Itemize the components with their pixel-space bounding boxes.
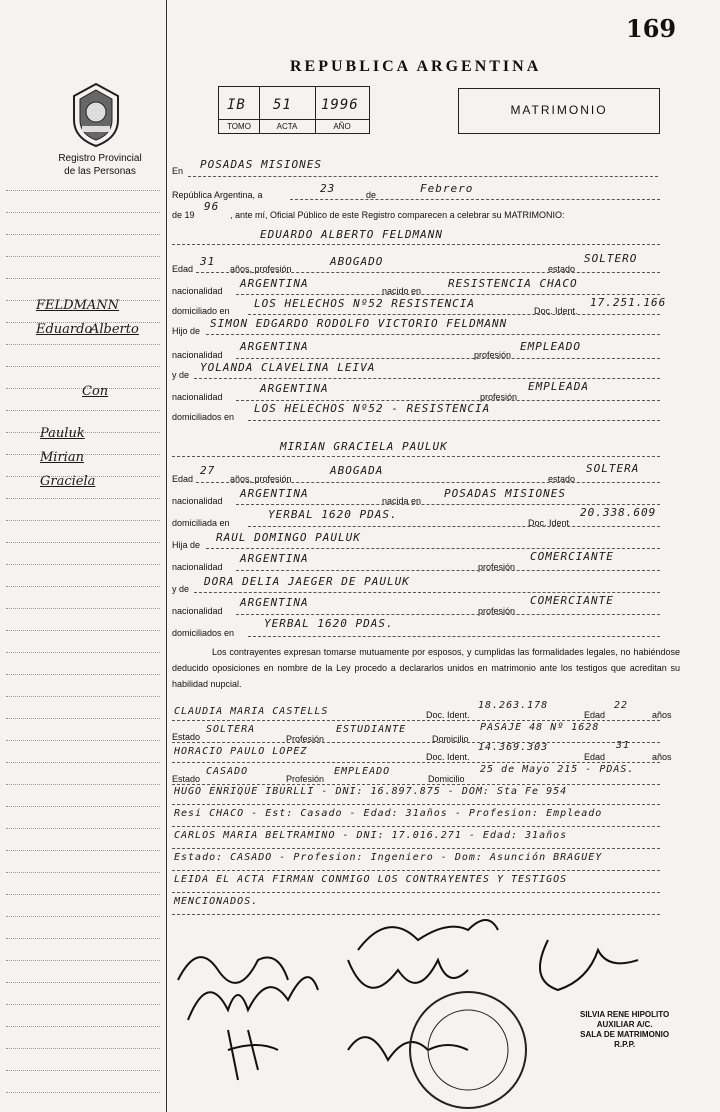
- groom-name: EDUARDO ALBERTO FELDMANN: [260, 228, 443, 241]
- rule: [248, 314, 660, 315]
- bride-mother-nat: ARGENTINA: [240, 596, 309, 609]
- domicilio-label: Domicilio: [432, 734, 469, 744]
- act-type-box: [458, 88, 660, 134]
- page-number: 169: [626, 14, 677, 43]
- margin-rule: [6, 894, 160, 895]
- rule: [248, 420, 660, 421]
- rule: [206, 334, 660, 335]
- hija-de-label: Hija de: [172, 540, 201, 550]
- nacionalidad-label: nacionalidad: [172, 286, 223, 296]
- closing-line: LEIDA EL ACTA FIRMAN CONMIGO LOS CONTRAYENTES Y TESTIGOS: [174, 874, 568, 885]
- signatures-area: [168, 900, 708, 1110]
- witness-2-estado: CASADO: [206, 766, 249, 777]
- margin-rule: [6, 344, 160, 345]
- edad-label: Edad: [172, 264, 194, 274]
- margin-rule: [6, 872, 160, 873]
- margin-rule: [6, 1092, 160, 1093]
- margin-groom-first: Eduardo: [36, 322, 93, 337]
- tomo-value: IB: [227, 97, 246, 113]
- rule: [172, 456, 660, 457]
- month-value: Febrero: [420, 182, 474, 195]
- signature-3: [228, 1030, 278, 1080]
- witness-4-details: Estado: CASADO - Profesion: Ingeniero - Dom: Asunción BRAGUEY: [174, 852, 603, 863]
- witness-1-name: CLAUDIA MARIA CASTELLS: [174, 706, 329, 717]
- rule: [172, 892, 660, 893]
- official-office: SALA DE MATRIMONIO: [580, 1030, 670, 1039]
- margin-rule: [6, 850, 160, 851]
- margin-rule: [6, 828, 160, 829]
- act-reference-box: [218, 86, 370, 134]
- margin-rule: [6, 366, 160, 367]
- rule: [196, 482, 660, 483]
- rule: [236, 294, 660, 295]
- rule: [248, 526, 660, 527]
- witness-2-name: HORACIO PAULO LOPEZ: [174, 746, 308, 757]
- doc-label: Doc. Ident.: [426, 710, 470, 720]
- year-prefix: de 19: [172, 210, 195, 220]
- en-label: En: [172, 166, 184, 176]
- rule: [172, 720, 660, 721]
- y-de-label: y de: [172, 584, 190, 594]
- domiciliado-label: domiciliado en: [172, 306, 230, 316]
- witness-1-prof: ESTUDIANTE: [336, 724, 407, 735]
- official-unit: R.P.P.: [614, 1040, 636, 1049]
- witness-1-age: 22: [614, 700, 629, 711]
- official-stamp: [580, 1010, 669, 1050]
- margin-rule: [6, 212, 160, 213]
- rule: [236, 504, 660, 505]
- margin-rule: [6, 1048, 160, 1049]
- margin-rule: [6, 1004, 160, 1005]
- profesion-label: Profesión: [286, 774, 325, 784]
- witness-3-details: Resi CHACO - Est: Casado - Edad: 31años - Profesion: Empleado: [174, 808, 603, 819]
- legal-paragraph: Los contrayentes expresan tomarse mutuamente por esposos, y cumplidas las formalidades legales, no habiéndose deducido oposiciones en nombre de la Ley procedo a declararlos unidos en matrimonio ante los testigos que acreditan su habilidad nupcial.: [172, 647, 680, 689]
- margin-rule: [6, 278, 160, 279]
- signature-1: [178, 957, 288, 983]
- rule: [172, 784, 660, 785]
- rule: [290, 199, 660, 200]
- margin-rule: [6, 542, 160, 543]
- margin-rule: [6, 696, 160, 697]
- margin-rule: [6, 740, 160, 741]
- act-type: MATRIMONIO: [510, 103, 608, 117]
- bride-name: MIRIAN GRACIELA PAULUK: [280, 440, 448, 453]
- bride-nationality: ARGENTINA: [240, 487, 309, 500]
- margin-bride-middle: Graciela: [40, 474, 96, 489]
- nacida-en-label: nacida en: [382, 496, 422, 506]
- page-title: REPUBLICA ARGENTINA: [290, 58, 542, 75]
- rule: [172, 848, 660, 849]
- tomo-label: TOMO: [227, 122, 251, 131]
- nacionalidad-label: nacionalidad: [172, 350, 223, 360]
- ano-value: 1996: [321, 97, 359, 113]
- registry-line-1: Registro Provincial: [58, 153, 142, 164]
- estado-label: Estado: [172, 774, 201, 784]
- margin-bride-surname: Pauluk: [40, 426, 85, 441]
- bride-father-prof: COMERCIANTE: [530, 550, 614, 563]
- profesion-label: profesión: [478, 606, 516, 616]
- groom-address: LOS HELECHOS Nº52 RESISTENCIA: [254, 297, 476, 310]
- rule: [194, 378, 660, 379]
- margin-rule: [6, 960, 160, 961]
- bride-mother: DORA DELIA JAEGER DE PAULUK: [204, 575, 410, 588]
- witness-2-dom: 25 de Mayo 215 - PDAS.: [480, 764, 635, 775]
- profesion-label: Profesión: [286, 734, 325, 744]
- groom-doc: 17.251.166: [590, 296, 667, 309]
- rule: [206, 548, 660, 549]
- anos-label: años: [652, 752, 672, 762]
- groom-estado: SOLTERO: [584, 252, 638, 265]
- groom-nationality: ARGENTINA: [240, 277, 309, 290]
- margin-rule: [6, 1070, 160, 1071]
- domicilio-label: Domicilio: [428, 774, 465, 784]
- nacionalidad-label: nacionalidad: [172, 606, 223, 616]
- bride-age: 27: [200, 464, 216, 477]
- bride-parents-address: YERBAL 1620 PDAS.: [264, 617, 394, 630]
- republica-label: República Argentina, a: [172, 190, 263, 200]
- margin-rule: [6, 520, 160, 521]
- intro-text: , ante mí, Oficial Público de este Registro comparecen a celebrar su MATRIMONIO:: [230, 210, 565, 220]
- domiciliada-label: domiciliada en: [172, 518, 230, 528]
- rule: [172, 742, 660, 743]
- margin-rule: [6, 586, 160, 587]
- witness-1-doc: 18.263.178: [478, 700, 549, 711]
- groom-mother-nat: ARGENTINA: [260, 382, 329, 395]
- official-role: AUXILIAR A/C.: [596, 1020, 653, 1029]
- year-suffix: 96: [204, 200, 220, 213]
- nacido-en-label: nacido en: [382, 286, 422, 296]
- groom-profession: ABOGADO: [330, 255, 384, 268]
- doc-label: Doc. Ident.: [534, 306, 578, 316]
- rule: [172, 762, 660, 763]
- margin-rule: [6, 256, 160, 257]
- edad-label: Edad: [172, 474, 194, 484]
- signature-7: [540, 940, 638, 990]
- groom-age: 31: [200, 255, 216, 268]
- edad-label: Edad: [584, 710, 606, 720]
- margin-con: Con: [82, 384, 109, 399]
- signature-6: [348, 1037, 468, 1060]
- registry-line-2: de las Personas: [64, 166, 136, 177]
- profesion-label: profesión: [474, 350, 512, 360]
- bride-father: RAUL DOMINGO PAULUK: [216, 531, 361, 544]
- margin-rule: [6, 608, 160, 609]
- groom-mother: YOLANDA CLAVELINA LEIVA: [200, 361, 376, 374]
- margin-rule: [6, 498, 160, 499]
- witness-2-prof: EMPLEADO: [334, 766, 391, 777]
- de-label: de: [366, 190, 377, 200]
- rule: [172, 244, 660, 245]
- rule: [196, 272, 660, 273]
- margin-groom-surname: FELDMANN: [36, 298, 120, 313]
- bride-mother-prof: COMERCIANTE: [530, 594, 614, 607]
- rule: [236, 570, 660, 571]
- y-de-label: y de: [172, 370, 190, 380]
- margin-rule: [6, 652, 160, 653]
- profesion-label: profesión: [480, 392, 518, 402]
- domiciliados-label: domiciliados en: [172, 412, 235, 422]
- witness-1-dom: PASAJE 48 Nº 1628: [480, 722, 600, 733]
- margin-rule: [6, 1026, 160, 1027]
- rule: [236, 614, 660, 615]
- bride-profession: ABOGADA: [330, 464, 384, 477]
- groom-father-nat: ARGENTINA: [240, 340, 309, 353]
- rule: [194, 592, 660, 593]
- edad-label: Edad: [584, 752, 606, 762]
- groom-father-prof: EMPLEADO: [520, 340, 581, 353]
- margin-rule: [6, 982, 160, 983]
- doc-label: Doc. Ident: [528, 518, 570, 528]
- rule: [188, 176, 658, 177]
- rule: [172, 870, 660, 871]
- margin-rule: [6, 410, 160, 411]
- witness-1-estado: SOLTERA: [206, 724, 256, 735]
- margin-rule: [6, 762, 160, 763]
- anos-label: años: [652, 710, 672, 720]
- bride-address: YERBAL 1620 PDAS.: [268, 508, 398, 521]
- profesion-label: profesión: [478, 562, 516, 572]
- bride-doc: 20.338.609: [580, 506, 657, 519]
- nacionalidad-label: nacionalidad: [172, 496, 223, 506]
- groom-parents-address: LOS HELECHOS Nº52 - RESISTENCIA: [254, 402, 491, 415]
- bride-birthplace: POSADAS MISIONES: [444, 487, 566, 500]
- acta-value: 51: [273, 97, 292, 113]
- margin-rule: [6, 938, 160, 939]
- rule: [236, 400, 660, 401]
- margin-bride-first: Mirian: [40, 450, 84, 465]
- domiciliados-label: domiciliados en: [172, 628, 235, 638]
- margin-rule: [6, 630, 160, 631]
- estado-label: estado: [548, 474, 576, 484]
- groom-mother-prof: EMPLEADA: [528, 380, 589, 393]
- nacionalidad-label: nacionalidad: [172, 392, 223, 402]
- acta-label: ACTA: [276, 122, 298, 131]
- official-name: SILVIA RENE HIPOLITO: [580, 1010, 670, 1019]
- witness-2-age: 31: [616, 740, 631, 751]
- bride-father-nat: ARGENTINA: [240, 552, 309, 565]
- bride-estado: SOLTERA: [586, 462, 640, 475]
- anos-profesion-label: años, profesión: [230, 264, 292, 274]
- coat-of-arms-icon: [68, 82, 124, 148]
- signature-4: [358, 920, 498, 950]
- rule: [172, 804, 660, 805]
- margin-rule: [6, 806, 160, 807]
- signature-5: [348, 960, 468, 988]
- nacionalidad-label: nacionalidad: [172, 562, 223, 572]
- groom-birthplace: RESISTENCIA CHACO: [448, 277, 578, 290]
- witness-4-line: CARLOS MARIA BELTRAMINO - DNI: 17.016.271 - Edad: 31años: [174, 830, 568, 841]
- margin-rule: [6, 916, 160, 917]
- rule: [248, 636, 660, 637]
- anos-profesion-label: años, profesión: [230, 474, 292, 484]
- margin-rule: [6, 718, 160, 719]
- witness-2-doc: 14.369.303: [478, 742, 549, 753]
- ano-label: AÑO: [333, 122, 351, 131]
- doc-label: Doc. Ident.: [426, 752, 470, 762]
- margin-rule: [6, 674, 160, 675]
- estado-label: Estado: [172, 732, 201, 742]
- place-value: POSADAS MISIONES: [200, 158, 322, 171]
- margin-divider: [166, 0, 167, 1112]
- margin-rule: [6, 564, 160, 565]
- day-value: 23: [320, 182, 336, 195]
- signature-2: [188, 977, 318, 1020]
- closing-line-2: MENCIONADOS.: [174, 896, 259, 907]
- margin-groom-middle: Alberto: [90, 322, 139, 337]
- margin-rule: [6, 234, 160, 235]
- hijo-de-label: Hijo de: [172, 326, 201, 336]
- margin-rule: [6, 784, 160, 785]
- margin-rule: [6, 190, 160, 191]
- witness-3-line: HUGO ENRIQUE IBURLLI - DNI: 16.897.875 - DOM: Sta Fe 954: [174, 786, 568, 797]
- rule: [236, 358, 660, 359]
- estado-label: estado: [548, 264, 576, 274]
- groom-father: SIMON EDGARDO RODOLFO VICTORIO FELDMANN: [210, 317, 508, 330]
- rule: [172, 826, 660, 827]
- registry-name: [50, 152, 150, 178]
